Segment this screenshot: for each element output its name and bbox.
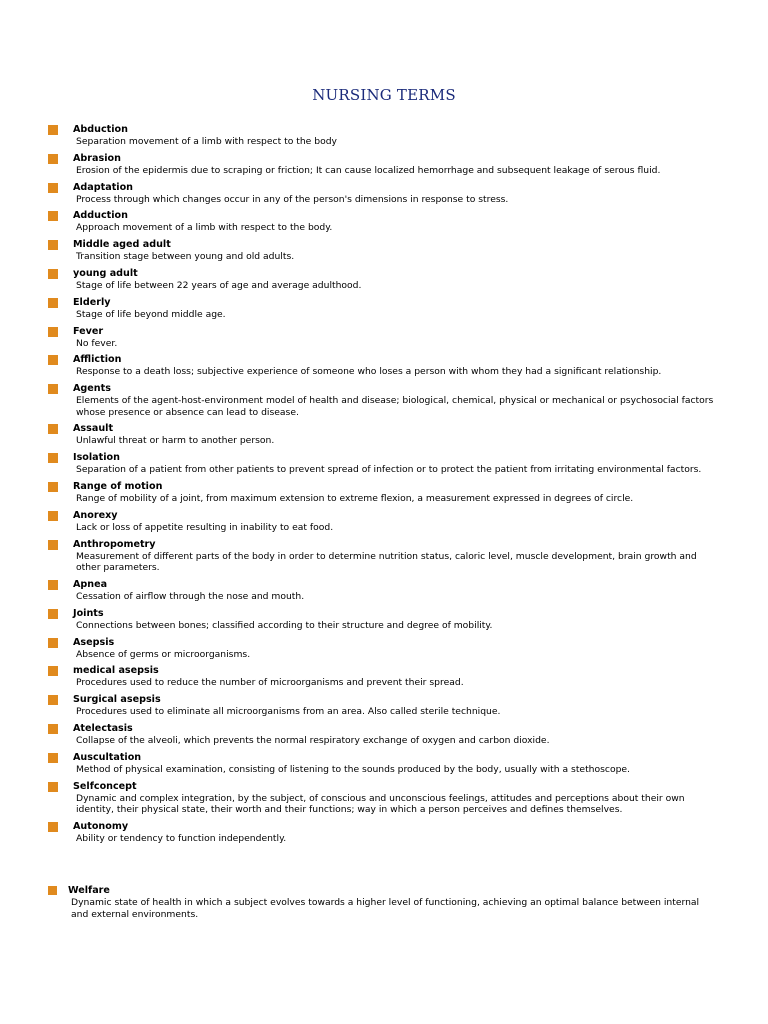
- square-bullet-icon: [48, 453, 58, 463]
- glossary-term: Fever: [73, 325, 104, 337]
- glossary-definition: Dynamic and complex integration, by the subject, of conscious and unconscious feelings, attitudes and perceptions about their own identity, their physical state, their worth and their functions; way in which a person perceives and defines themselves.: [76, 792, 685, 816]
- square-bullet-icon: [48, 482, 58, 492]
- glossary-definition: Stage of life beyond middle age.: [76, 308, 226, 320]
- glossary-term: Elderly: [73, 296, 111, 308]
- glossary-definition: Dynamic state of health in which a subject evolves towards a higher level of functioning, achieving an optimal balance between internal and external environments.: [71, 897, 700, 920]
- glossary-entry: [48, 780, 718, 816]
- glossary-term: Anthropometry: [73, 538, 156, 550]
- glossary-entry: [48, 693, 718, 718]
- glossary-entry: [48, 152, 718, 177]
- square-bullet-icon: [48, 240, 58, 250]
- glossary-term: Autonomy: [73, 820, 129, 832]
- glossary-term: Abduction: [73, 124, 128, 135]
- glossary-definition: Transition stage between young and old adults.: [76, 251, 295, 263]
- square-bullet-icon: [48, 424, 58, 434]
- glossary-entry: [48, 607, 718, 632]
- square-bullet-icon: [48, 125, 58, 135]
- glossary-term: young adult: [73, 267, 138, 279]
- glossary-entry: [48, 353, 718, 378]
- glossary-definition: Cessation of airflow through the nose and mouth.: [76, 590, 305, 602]
- glossary-term: Anorexy: [73, 509, 118, 521]
- glossary-entry: [48, 538, 718, 574]
- square-bullet-icon: [48, 211, 58, 221]
- glossary-definition: Process through which changes occur in any of the person's dimensions in response to stress.: [76, 193, 509, 205]
- glossary-entry: [48, 209, 718, 234]
- square-bullet-icon: [48, 822, 58, 832]
- glossary-term: Auscultation: [73, 751, 142, 763]
- glossary-term: Selfconcept: [73, 780, 137, 792]
- square-bullet-icon: [48, 695, 58, 705]
- glossary-entry: [48, 751, 718, 776]
- glossary-entry: [48, 296, 718, 321]
- glossary-term: Middle aged adult: [73, 239, 171, 251]
- glossary-definition: Collapse of the alveoli, which prevents the normal respiratory exchange of oxygen and carbon dioxide.: [76, 734, 550, 746]
- glossary-term: Range of motion: [73, 481, 163, 493]
- glossary-entry: [48, 664, 718, 689]
- glossary-definition: Separation of a patient from other patients to prevent spread of infection or to protect the patient from irritating environmental factors.: [76, 464, 702, 476]
- glossary-definition: Elements of the agent-host-environment model of health and disease; biological, chemical, physical or mechanical or psychosocial factors whose presence or absence can lead to disease.: [76, 395, 714, 418]
- glossary-entry: [48, 480, 718, 505]
- glossary-entry: [48, 422, 718, 447]
- glossary-definition: Stage of life between 22 years of age and average adulthood.: [76, 279, 362, 291]
- glossary-term: Surgical asepsis: [73, 694, 161, 706]
- square-bullet-icon: [48, 540, 58, 550]
- glossary-entry: [48, 181, 718, 206]
- glossary-term: Asepsis: [73, 636, 115, 648]
- glossary-definition: Unlawful threat or harm to another person.: [76, 435, 275, 447]
- square-bullet-icon: [48, 154, 58, 164]
- square-bullet-icon: [48, 886, 57, 895]
- glossary-list-welfare: [48, 884, 708, 924]
- glossary-definition: Range of mobility of a joint, from maximum extension to extreme flexion, a measurement expressed in degrees of circle.: [76, 493, 634, 505]
- glossary-entry: [48, 820, 718, 845]
- glossary-term: Abrasion: [73, 152, 121, 164]
- glossary-definition: Lack or loss of appetite resulting in inability to eat food.: [76, 521, 334, 533]
- square-bullet-icon: [48, 183, 58, 193]
- glossary-term: Atelectasis: [73, 722, 133, 734]
- glossary-definition: Measurement of different parts of the body in order to determine nutrition status, caloric level, muscle development, brain growth and other parameters.: [76, 550, 697, 574]
- glossary-definition: Absence of germs or microorganisms.: [76, 648, 251, 660]
- glossary-definition: Erosion of the epidermis due to scraping or friction; It can cause localized hemorrhage and subsequent leakage of serous fluid.: [76, 164, 661, 176]
- square-bullet-icon: [48, 724, 58, 734]
- glossary-term: Apnea: [73, 578, 108, 590]
- glossary-term: Welfare: [68, 885, 110, 896]
- square-bullet-icon: [48, 384, 58, 394]
- glossary-term: Adduction: [73, 210, 128, 222]
- glossary-definition: Procedures used to eliminate all microorganisms from an area. Also called sterile technique.: [76, 706, 501, 718]
- glossary-definition: Ability or tendency to function independently.: [76, 832, 287, 844]
- glossary-entry: [48, 722, 718, 747]
- glossary-term: medical asepsis: [73, 665, 159, 677]
- glossary-entry-welfare: [48, 884, 708, 920]
- glossary-entry: [48, 382, 718, 418]
- glossary-term: Adaptation: [73, 181, 133, 193]
- glossary-term: Affliction: [73, 354, 122, 366]
- glossary-definition: Approach movement of a limb with respect to the body.: [76, 222, 333, 234]
- glossary-term: Joints: [73, 607, 104, 619]
- glossary-definition: Procedures used to reduce the number of microorganisms and prevent their spread.: [76, 677, 464, 689]
- square-bullet-icon: [48, 355, 58, 365]
- glossary-definition: Separation movement of a limb with respect to the body: [76, 136, 337, 147]
- glossary-definition: Connections between bones; classified according to their structure and degree of mobility.: [76, 619, 493, 631]
- glossary-term: Agents: [73, 383, 111, 395]
- glossary-entry: [48, 451, 718, 476]
- square-bullet-icon: [48, 753, 58, 763]
- square-bullet-icon: [48, 298, 58, 308]
- square-bullet-icon: [48, 609, 58, 619]
- square-bullet-icon: [48, 638, 58, 648]
- glossary-list: [48, 123, 718, 849]
- glossary-definition: No fever.: [76, 337, 118, 349]
- square-bullet-icon: [48, 782, 58, 792]
- glossary-definition: Method of physical examination, consisting of listening to the sounds produced by the body, usually with a stethoscope.: [76, 763, 630, 775]
- glossary-term: Isolation: [73, 452, 120, 464]
- glossary-entry: [48, 267, 718, 292]
- glossary-entry: [48, 578, 718, 603]
- glossary-term: Assault: [73, 423, 114, 435]
- square-bullet-icon: [48, 269, 58, 279]
- glossary-entry: [48, 509, 718, 534]
- glossary-definition: Response to a death loss; subjective experience of someone who loses a person with whom they had a significant relationship.: [76, 366, 662, 378]
- glossary-entry: [48, 636, 718, 661]
- page-title: NURSING TERMS: [312, 86, 456, 104]
- square-bullet-icon: [48, 666, 58, 676]
- glossary-entry: [48, 123, 718, 148]
- square-bullet-icon: [48, 327, 58, 337]
- square-bullet-icon: [48, 511, 58, 521]
- square-bullet-icon: [48, 580, 58, 590]
- glossary-entry: [48, 325, 718, 350]
- glossary-entry: [48, 238, 718, 263]
